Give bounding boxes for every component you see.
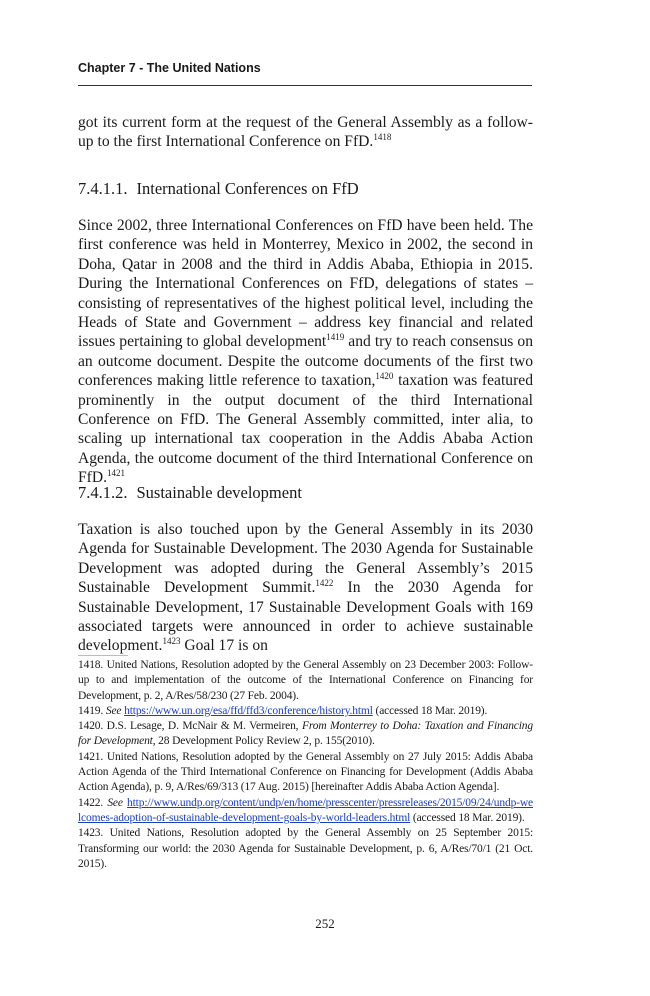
footnotes (78, 658, 533, 872)
accessed-date: (accessed 18 Mar. 2019). (375, 704, 488, 717)
footnote-ref-1418[interactable]: 1418 (373, 132, 392, 143)
footnote-number: 1422. (78, 796, 104, 809)
footnote-ref-1421[interactable]: 1421 (107, 468, 126, 479)
paragraph-text: Since 2002, three International Conferences on FfD have been held. The first conference was held in Monterrey, Mexico in 2002, the second in Doha, Qatar in 2008 and the third in Addis Ababa, Ethiopia in 2015. During the International Conferences on FfD, delegations of states – consisting of representatives of the highest political level, including the Heads of State and Government – address key financial and related issues pertaining to global development (78, 217, 533, 351)
paragraph-text: taxation was featured prominently in the output document of the third International Conference on FfD. The General Assembly committed, inter alia, to scaling up international tax cooperation in the Addis Ababa Action Agenda, the outcome document of the third International Conference on FfD. (78, 372, 533, 487)
section-title: Sustainable development (136, 483, 302, 502)
footnote-1422 (78, 796, 533, 827)
intro-text: got its current form at the request of the General Assembly as a follow-up to the first International Conference on FfD. (78, 114, 533, 151)
paragraph-text: Taxation is also touched upon by the General Assembly in its 2030 Agenda for Sustainable Development. The 2030 Agenda for Sustainable Development was adopted during the General Assembly’s 2015 Sustainable Development Summit. (78, 521, 533, 597)
footnote-1421: 1421. United Nations, Resolution adopted by the General Assembly on 27 July 2015: Addis Ababa Action Agenda of the Third International Conference on Financing for Development (Addis Ababa Action Agenda), p. 9, A/Res/69/313 (17 Aug. 2015) [hereinafter Addis Ababa Action Agenda]. (78, 750, 533, 794)
running-header: Chapter 7 - The United Nations (78, 61, 261, 75)
footnote-authors: 1420. D.S. Lesage, D. McNair & M. Vermeiren, (78, 720, 299, 733)
paragraph-text: Goal 17 is on (180, 637, 268, 655)
intro-paragraph (78, 113, 533, 152)
conferences-paragraph (78, 216, 533, 488)
footnote-source: , 28 Development Policy Review 2, p. 155(2010). (152, 735, 375, 748)
page-number: 252 (315, 916, 335, 931)
footnote-1418: 1418. United Nations, Resolution adopted by the General Assembly on 23 December 2003: Follow-up to and implementation of the outcome of the International Conference on Financing for Development, p. 2, A/Res/58/230 (27 Feb. 2004). (78, 659, 533, 702)
footnote-number: 1419. (78, 704, 104, 717)
undp-press-release-link[interactable]: http://www.undp.org/content/undp/en/home/presscenter/pressreleases/2015/09/24/undp-welcomes-adoption-of-sustainable-development-goals-by-world-leaders.html (78, 796, 533, 824)
accessed-date: (accessed 18 Mar. 2019). (412, 811, 525, 824)
section-title: International Conferences on FfD (136, 179, 359, 198)
footnote-ref-1422[interactable]: 1422 (315, 578, 334, 589)
section-number: 7.4.1.1. (78, 179, 128, 198)
section-heading-sustainable (78, 483, 533, 503)
work-title: From Monterrey to Doha: Taxation and Financing for Development (78, 720, 534, 748)
header-divider (78, 85, 532, 86)
footnote-ref-1420[interactable]: 1420 (375, 371, 394, 382)
footnote-ref-1419[interactable]: 1419 (326, 332, 345, 343)
un-ffd-history-link[interactable]: https://www.un.org/esa/ffd/ffd3/conference/history.html (124, 704, 373, 717)
see-label: See (107, 796, 123, 809)
section-number: 7.4.1.2. (78, 483, 128, 502)
section-heading-conferences (78, 179, 533, 199)
paragraph-text: and try to reach consensus on an outcome document. Despite the outcome documents of the first two conferences making little reference to taxation, (78, 333, 533, 390)
footnote-1423: 1423. United Nations, Resolution adopted by the General Assembly on 25 September 2015: Transforming our world: the 2030 Agenda for Sustainable Development, p. 6, A/Res/70/1 (21 Oct. 2015). (78, 827, 533, 870)
footnote-ref-1423[interactable]: 1423 (162, 636, 181, 647)
footnote-1420 (78, 719, 533, 750)
see-label: See (105, 704, 122, 717)
footnote-divider (78, 655, 128, 656)
footnote-1419 (78, 704, 533, 719)
sustainable-paragraph (78, 520, 533, 656)
paragraph-text: In the 2030 Agenda for Sustainable Development, 17 Sustainable Development Goals with 169 associated targets were announced in order to achieve sustainable development. (78, 579, 533, 655)
